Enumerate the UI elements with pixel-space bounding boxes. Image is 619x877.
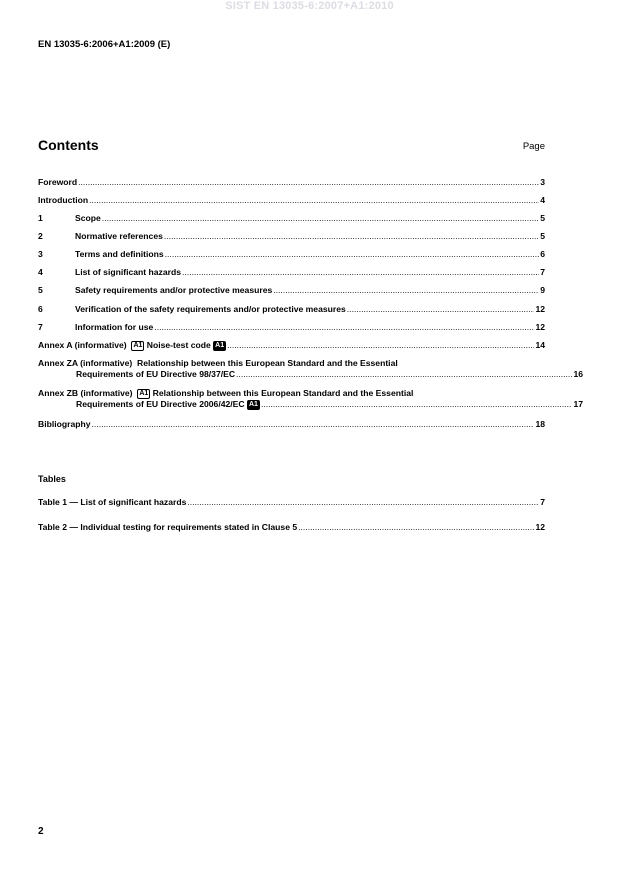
toc-number: 5 — [38, 285, 43, 295]
toc-entry-information-for-use[interactable] — [38, 322, 545, 333]
toc-entry-normative-references[interactable] — [38, 231, 545, 242]
toc-entry-annex-za[interactable] — [38, 358, 583, 380]
toc-title: List of significant hazards — [75, 267, 182, 277]
toc-number: 4 — [38, 267, 43, 277]
toc-number: 7 — [38, 322, 43, 332]
toc-page: 12 — [535, 304, 545, 314]
toc-page: 12 — [535, 322, 545, 332]
toc-title: Scope — [75, 213, 101, 223]
annex-prefix: Annex A (informative) — [38, 340, 127, 350]
toc-title: Verification of the safety requirements and/or protective measures — [75, 304, 346, 314]
table-title: Table 1 — List of significant hazards — [38, 497, 187, 507]
toc-entry-bibliography[interactable] — [38, 419, 545, 430]
toc-entry-verification[interactable] — [38, 304, 545, 315]
annex-title-line1: Relationship between this European Standard and the Essential — [152, 388, 414, 398]
amendment-end-marker-icon: A1 — [249, 401, 258, 408]
annex-title-line1: Relationship between this European Standard and the Essential — [137, 358, 398, 368]
amendment-start-marker-icon: A1 — [133, 342, 143, 349]
toc-title: Bibliography — [38, 419, 91, 429]
amendment-start-marker-icon: A1 — [139, 390, 149, 397]
toc-entry-introduction[interactable] — [38, 195, 545, 206]
toc-title: Terms and definitions — [75, 249, 164, 259]
toc-number: 1 — [38, 213, 43, 223]
toc-page: 7 — [540, 267, 545, 277]
annex-title: Noise-test code — [146, 340, 211, 350]
toc-number: 6 — [38, 304, 43, 314]
toc-title: Safety requirements and/or protective measures — [75, 285, 273, 295]
document-id: EN 13035-6:2006+A1:2009 (E) — [38, 39, 171, 50]
toc-title: Foreword — [38, 177, 78, 187]
toc-page: 16 — [573, 369, 583, 379]
toc-number: 3 — [38, 249, 43, 259]
toc-page: 9 — [540, 285, 545, 295]
toc-page: 4 — [540, 195, 545, 205]
watermark: SIST EN 13035-6:2007+A1:2010 — [225, 0, 394, 12]
tables-title: Tables — [38, 474, 66, 484]
toc-entry-terms-definitions[interactable] — [38, 249, 545, 260]
amendment-end-marker-icon: A1 — [215, 342, 225, 349]
annex-prefix: Annex ZB (informative) — [38, 388, 133, 398]
toc-title: Normative references — [75, 231, 163, 241]
toc-page: 5 — [540, 231, 545, 241]
toc-page: 3 — [540, 177, 545, 187]
toc-page: 17 — [573, 399, 583, 409]
toc-entry-annex-a[interactable] — [38, 340, 545, 351]
toc-entry-annex-zb[interactable] — [38, 388, 583, 410]
toc-entry-foreword[interactable] — [38, 177, 545, 188]
page-column-label: Page — [522, 141, 545, 152]
toc-page: 18 — [535, 419, 545, 429]
contents-title: Contents — [38, 137, 99, 153]
toc-page: 5 — [540, 213, 545, 223]
toc-page: 14 — [535, 340, 545, 350]
table-title: Table 2 — Individual testing for requirements stated in Clause 5 — [38, 522, 298, 532]
toc-page: 6 — [540, 249, 545, 259]
toc-entry-scope[interactable] — [38, 213, 545, 224]
annex-title-line2: Requirements of EU Directive 2006/42/EC — [76, 399, 245, 409]
annex-title-line2: Requirements of EU Directive 98/37/EC — [76, 369, 236, 379]
table-page: 7 — [540, 497, 545, 507]
toc-entry-hazards[interactable] — [38, 267, 545, 278]
table-page: 12 — [535, 522, 545, 532]
table-entry-2[interactable] — [38, 522, 545, 533]
toc-entry-safety-requirements[interactable] — [38, 285, 545, 296]
toc-title: Introduction — [38, 195, 89, 205]
annex-prefix: Annex ZA (informative) — [38, 358, 133, 368]
page-number: 2 — [38, 826, 44, 837]
toc-number: 2 — [38, 231, 43, 241]
toc-title: Information for use — [75, 322, 154, 332]
table-entry-1[interactable] — [38, 497, 545, 508]
